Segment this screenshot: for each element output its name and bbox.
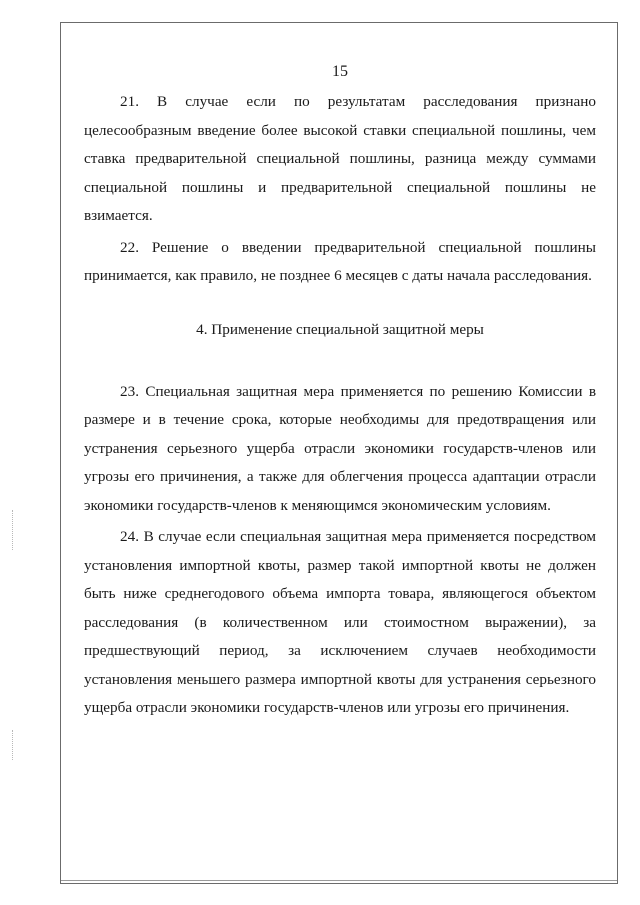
scan-margin-mark-upper	[12, 510, 16, 550]
document-body	[84, 57, 596, 726]
section-heading: 4. Применение специальной защитной меры	[196, 320, 484, 338]
paragraph-21: 21. В случае если по результатам расследования признано целесообразным введение более высокой ставки специальной пошлины, чем ставка предварительной специальной пошлины, разница между суммами специальной пошлины и предварительной специальной пошлины не взимается.	[84, 93, 596, 224]
paragraph-24: 24. В случае если специальная защитная мера применяется посредством установления импортной квоты, размер такой импортной квоты не должен быть ниже среднегодового объема импорта товара, являющегося объектом расследования (в количественном или стоимостном выражении), за предшествующий период, за исключением случаев необходимости установления меньшего размера импортной квоты для устранения серьезного ущерба отрасли экономики государств-членов или угрозы его причинения.	[84, 528, 596, 716]
page-number: 15	[332, 63, 348, 80]
paragraph-22: 22. Решение о введении предварительной специальной пошлины принимается, как правило, не позднее 6 месяцев с даты начала расследования.	[84, 238, 596, 284]
paragraph-23: 23. Специальная защитная мера применяется по решению Комиссии в размере и в течение срока, которые необходимы для предотвращения или устранения серьезного ущерба отрасли экономики государств-членов или угрозы его причинения, а также для облегчения процесса адаптации отрасли экономики государств-членов к меняющимся экономическим условиям.	[84, 382, 596, 514]
scan-margin-mark-lower	[12, 730, 16, 760]
